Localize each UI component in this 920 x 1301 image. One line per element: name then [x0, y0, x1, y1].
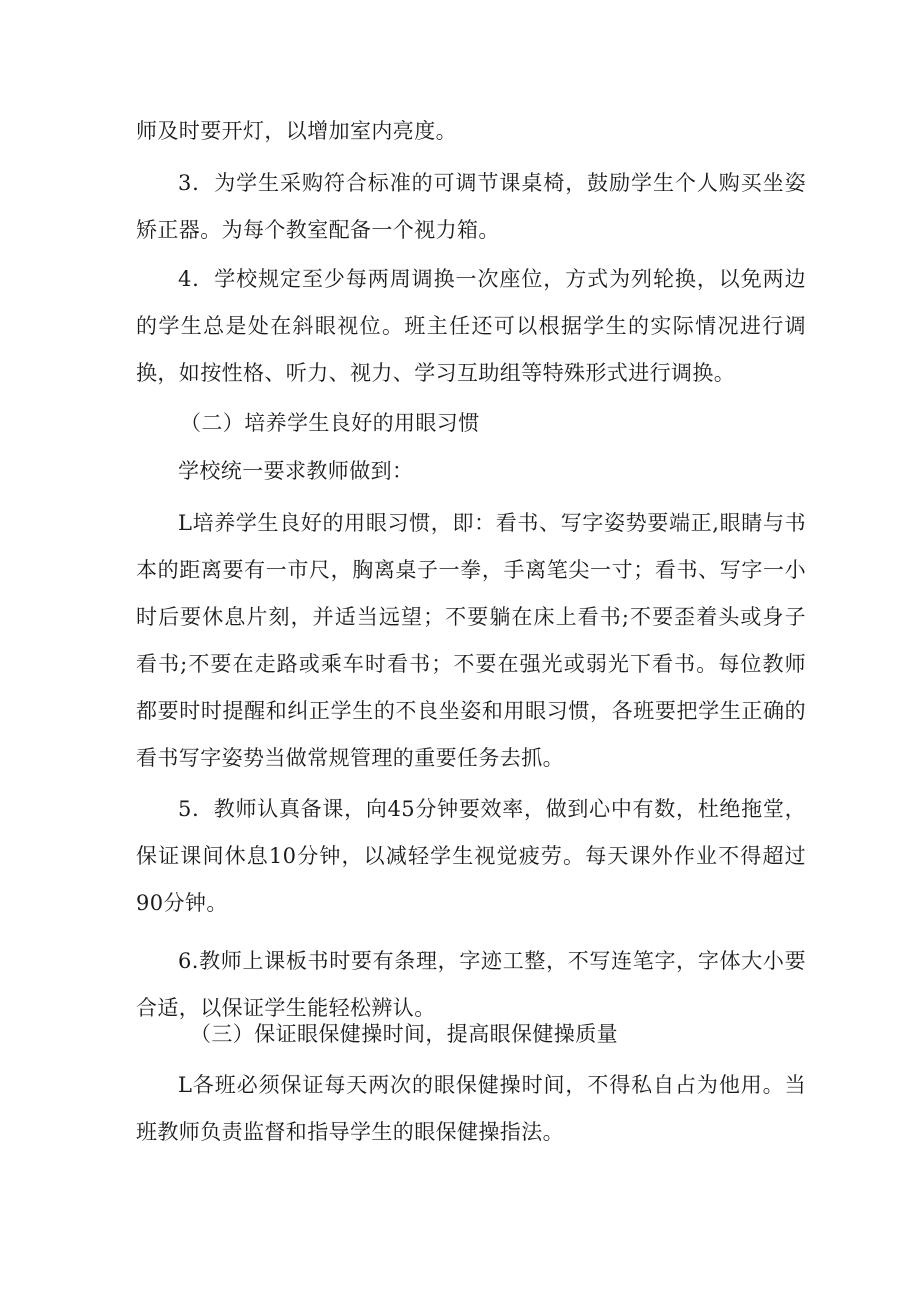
paragraph-intro: 学校统一要求教师做到：: [178, 459, 414, 483]
section-heading-2: （二）培养学生良好的用眼习惯: [180, 411, 480, 435]
paragraph-item-5: 5．教师认真备课，向45分钟要效率，做到心中有数，杜绝拖堂，保证课间休息10分钟，以减轻学生视觉疲劳。每天课外作业不得超过90分钟。: [136, 797, 806, 915]
paragraph-continuation: 师及时要开灯，以增加室内亮度。: [136, 119, 457, 143]
paragraph-item-1: L培养学生良好的用眼习惯，即：看书、写字姿势要端正,眼睛与书本的距离要有一市尺，胸离桌子一拳，手离笔尖一寸；看书、写字一小时后要休息片刻，并适当远望；不要躺在床上看书;不要歪着头或身子看书;不要在走路或乘车时看书；不要在强光或弱光下看书。每位教师都要时时提醒和纠正学生的不良坐姿和用眼习惯，各班要把学生正确的看书写字姿势当做常规管理的重要任务去抓。: [136, 511, 806, 770]
paragraph-item-l: L各班必须保证每天两次的眼保健操时间，不得私自占为他用。当班教师负责监督和指导学生的眼保健操指法。: [136, 1073, 806, 1144]
paragraph-item-3: 3．为学生采购符合标准的可调节课桌椅，鼓励学生个人购买坐姿矫正器。为每个教室配备一个视力箱。: [136, 171, 806, 242]
paragraph-item-6: 6.教师上课板书时要有条理，字迹工整，不写连笔字，字体大小要合适，以保证学生能轻松辨认。: [136, 949, 806, 1020]
section-heading-3: （三）保证眼保健操时间，提高眼保健操质量: [190, 1022, 618, 1046]
paragraph-item-4: 4．学校规定至少每两周调换一次座位，方式为列轮换，以免两边的学生总是处在斜眼视位。班主任还可以根据学生的实际情况进行调换，如按性格、听力、视力、学习互助组等特殊形式进行调换。: [136, 267, 806, 385]
